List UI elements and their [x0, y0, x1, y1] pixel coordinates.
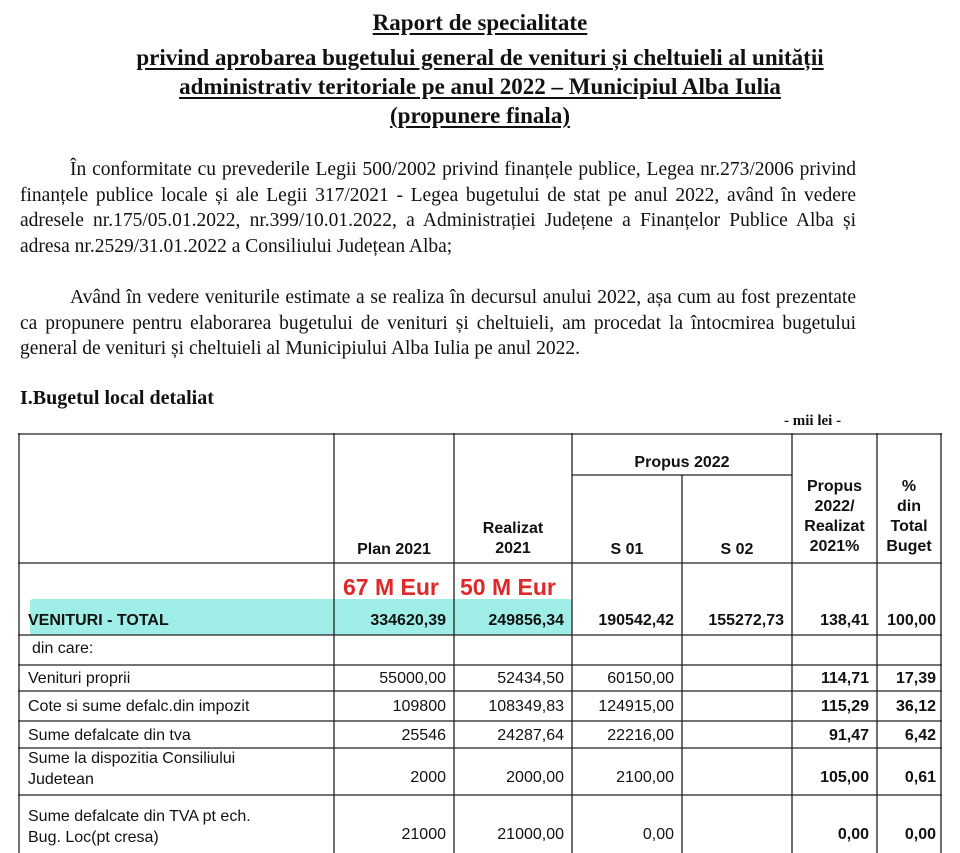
- row-sume-tva-ech-label-line2: Bug. Loc(pt cresa): [28, 829, 159, 846]
- budget-table: [18, 433, 942, 853]
- header-pr-line2: 2022/: [814, 498, 855, 515]
- header-propus-realizat-pct: [792, 477, 877, 557]
- header-pct-line2: din: [897, 498, 921, 515]
- row-cote-sume-s01: 124915,00: [598, 698, 674, 715]
- header-pct-line1: %: [901, 478, 917, 495]
- row-venituri-proprii-pr: 114,71: [820, 670, 869, 687]
- report-subtitle-line2: administrativ teritoriale pe anul 2022 – Municipiul Alba Iulia: [179, 74, 781, 99]
- row-venituri-proprii-plan: 55000,00: [379, 670, 446, 687]
- row-sume-tva-label: Sume defalcate din tva: [28, 727, 191, 744]
- header-pct-line4: Buget: [886, 538, 932, 555]
- row-sume-tva-ech-pr: 0,00: [837, 826, 869, 843]
- row-sume-tva-ech-realizat: 21000,00: [497, 826, 564, 843]
- row-sume-tva-realizat: 24287,64: [497, 727, 564, 744]
- header-realizat-line2: 2021: [495, 540, 531, 557]
- row-venituri-proprii-realizat: 52434,50: [497, 670, 564, 687]
- row-sume-tva-s01: 22216,00: [607, 727, 674, 744]
- row-sume-tva-pct: 6,42: [904, 727, 936, 744]
- header-realizat-2021: [454, 519, 572, 559]
- header-pr-line3: Realizat: [804, 518, 865, 535]
- row-total-realizat: 249856,34: [488, 612, 564, 629]
- row-cote-sume-plan: 109800: [392, 698, 446, 715]
- row-venituri-proprii-s01: 60150,00: [607, 670, 674, 687]
- row-sume-tva-plan: 25546: [401, 727, 446, 744]
- row-total-label: VENITURI - TOTAL: [28, 612, 169, 629]
- row-sume-cj-s01: 2100,00: [616, 769, 674, 786]
- header-plan-2021: Plan 2021: [357, 541, 431, 558]
- row-total-s02: 155272,73: [708, 612, 784, 629]
- paragraph-estimated-revenues: Având în vedere veniturile estimate a se realiza în decursul anului 2022, așa cum au fost prezentate ca propunere pentru elaborarea bugetului de venituri și cheltuieli, am procedat la întocmirea bugetului general de venituri și cheltuieli al Municipiului Alba Iulia pe anul 2022.: [20, 287, 856, 359]
- row-sume-cj-plan: 2000: [410, 769, 446, 786]
- header-pct-line3: Total: [890, 518, 928, 535]
- row-sume-cj-label-line1: Sume la dispozitia Consiliului: [28, 750, 236, 767]
- row-total-s01: 190542,42: [598, 612, 674, 629]
- row-sume-cj-realizat: 2000,00: [506, 769, 564, 786]
- row-total-pr: 138,41: [820, 612, 869, 629]
- row-total-pct: 100,00: [887, 612, 936, 629]
- header-s01: S 01: [610, 541, 644, 558]
- annotation-plan-eur: 67 M Eur: [343, 574, 439, 600]
- header-pr-line4: 2021%: [809, 538, 860, 555]
- row-sume-cj-pr: 105,00: [820, 769, 869, 786]
- row-sume-tva-pr: 91,47: [828, 727, 869, 744]
- row-sume-cj-label: [28, 748, 235, 790]
- header-s02: S 02: [720, 541, 754, 558]
- row-sume-tva-ech-label: [28, 806, 251, 848]
- unit-label: - mii lei -: [784, 413, 842, 429]
- row-sume-tva-ech-s01: 0,00: [642, 826, 674, 843]
- section-title: I.Bugetul local detaliat: [20, 387, 214, 409]
- header-realizat-line1: Realizat: [482, 520, 544, 537]
- row-sume-cj-pct: 0,61: [904, 769, 936, 786]
- row-sume-tva-ech-plan: 21000: [401, 826, 446, 843]
- report-subtitle-line3: (propunere finala): [390, 103, 570, 128]
- paragraph-legal-basis: În conformitate cu prevederile Legii 500/2002 privind finanțele publice, Legea nr.273/2006 privind finanțele publice locale și ale Legii 317/2021 - Legea bugetului de stat pe anul 2022, având în vedere adresele nr.175/05.01.2022, nr.399/10.01.2022, a Administrației Județene a Finanțelor Publice Alba și adresa nr.2529/31.01.2022 a Consiliului Județean Alba;: [20, 159, 856, 257]
- annotation-realizat-eur: 50 M Eur: [460, 574, 556, 600]
- row-sume-cj-label-line2: Judetean: [28, 771, 94, 788]
- row-cote-sume-realizat: 108349,83: [488, 698, 564, 715]
- header-pct-total-buget: [877, 477, 941, 557]
- report-subtitle-line1: privind aprobarea bugetului general de venituri și cheltuieli al unității: [136, 45, 824, 70]
- report-title: Raport de specialitate: [372, 10, 588, 35]
- row-cote-sume-label: Cote si sume defalc.din impozit: [28, 698, 250, 715]
- row-cote-sume-pr: 115,29: [820, 698, 869, 715]
- row-venituri-proprii-pct: 17,39: [895, 670, 936, 687]
- row-din-care-label: din care:: [32, 640, 94, 657]
- row-total-plan: 334620,39: [370, 612, 446, 629]
- header-propus-2022: Propus 2022: [634, 454, 730, 471]
- row-sume-tva-ech-label-line1: Sume defalcate din TVA pt ech.: [28, 808, 251, 825]
- row-venituri-proprii-label: Venituri proprii: [28, 670, 131, 687]
- header-pr-line1: Propus: [806, 478, 863, 495]
- row-cote-sume-pct: 36,12: [895, 698, 936, 715]
- row-sume-tva-ech-pct: 0,00: [904, 826, 936, 843]
